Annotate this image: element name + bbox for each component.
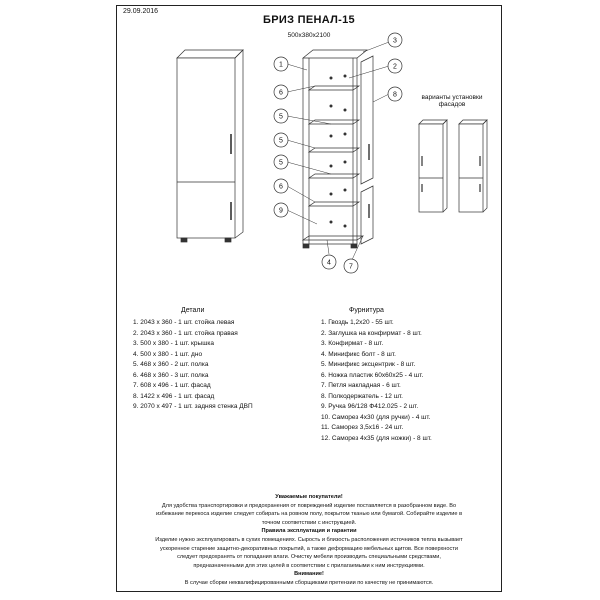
- details-heading: Детали: [181, 307, 205, 314]
- detail-item: 7. 608 х 496 - 1 шт. фасад: [133, 382, 211, 389]
- notice-heading: Уважаемые покупатели!: [275, 494, 343, 500]
- hardware-item: 1. Гвоздь 1,2х20 - 55 шт.: [321, 319, 394, 326]
- details-list: [133, 318, 253, 413]
- rules-line: следует предохранять от попадания влаги. Очистку мебели производить специальными средствами,: [177, 554, 441, 561]
- hardware-item: 5. Минификс эксцентрик - 8 шт.: [321, 361, 416, 368]
- notice-line: Для удобства транспортировки и предохранения от повреждений изделие поставляется в разобранном виде. Во: [161, 502, 457, 509]
- callout-5: 5: [279, 113, 283, 121]
- hardware-item: 12. Саморез 4х35 (для ножки) - 8 шт.: [321, 434, 432, 442]
- detail-item: 5. 468 х 360 - 2 шт. полка: [133, 361, 209, 368]
- rules-line: предназначенными для этих целей в соответствии с прилагаемыми к ним инструкциями.: [193, 562, 425, 569]
- customer-notice: [123, 493, 495, 588]
- callout-6: 6: [279, 183, 283, 191]
- callout-3: 3: [393, 37, 397, 45]
- notice-line: избежание перекоса изделие следует собирать на ровном полу, покрытом тканью или бумагой. Собирайте изделие в: [155, 511, 463, 518]
- hardware-list: [321, 318, 432, 444]
- detail-item: 9. 2070 х 497 - 1 шт. задняя стенка ДВП: [133, 403, 253, 410]
- assembled-cabinet-drawing: [177, 50, 243, 242]
- rules-line: ускоренное старение защитно-декоративных покрытий, а также деформацию мебельных щитов. Все поверхности: [160, 545, 458, 552]
- attention-heading: Внимание!: [294, 571, 324, 578]
- detail-item: 4. 500 х 380 - 1 шт. дно: [133, 350, 203, 358]
- hardware-item: 4. Минификс болт - 8 шт.: [321, 350, 396, 358]
- detail-item: 1. 2043 х 360 - 1 шт. стойка левая: [133, 319, 235, 326]
- hardware-item: 7. Петля накладная - 6 шт.: [321, 382, 401, 389]
- attention-text: В случае сборки неквалифицированными сборщиками претензии по качеству не принимаются.: [184, 579, 434, 586]
- hardware-item: 8. Полкодержатель - 12 шт.: [321, 392, 403, 400]
- detail-item: 2. 2043 х 360 - 1 шт. стойка правая: [133, 329, 238, 337]
- rules-line: Изделие нужно эксплуатировать в сухих помещениях. Сырость и близость расположения источников тепла вызывает: [155, 536, 463, 543]
- detail-item: 3. 500 х 380 - 1 шт. крышка: [133, 340, 215, 347]
- assembly-drawing: [117, 6, 503, 276]
- instruction-sheet: [116, 5, 502, 592]
- facade-variant-drawings: [419, 120, 487, 212]
- detail-item: 6. 468 х 360 - 3 шт. полка: [133, 371, 209, 379]
- callout-8: 8: [393, 91, 397, 99]
- hardware-heading: Фурнитура: [349, 307, 384, 314]
- callout-7: 7: [349, 263, 353, 271]
- hardware-item: 11. Саморез 3,5х16 - 24 шт.: [321, 424, 404, 431]
- callout-2: 2: [393, 63, 397, 71]
- callout-1: 1: [279, 61, 283, 69]
- notice-line: точном соответствии с инструкцией.: [261, 519, 357, 526]
- hardware-item: 2. Заглушка на конфирмат - 8 шт.: [321, 329, 422, 337]
- hardware-item: 6. Ножка пластик 60х60х25 - 4 шт.: [321, 371, 424, 379]
- facade-variants-label: варианты установки фасадов: [421, 94, 483, 108]
- exploded-view-drawing: [303, 50, 373, 248]
- callout-5: 5: [279, 159, 283, 167]
- callout-9: 9: [279, 207, 283, 215]
- hardware-item: 9. Ручка 96/128 Ф412.025 - 2 шт.: [321, 403, 419, 410]
- date: 29.09.2016: [123, 8, 159, 15]
- hardware-item: 3. Конфирмат - 8 шт.: [321, 340, 384, 347]
- product-dimensions: 500х380х2100: [287, 32, 331, 39]
- callout-4: 4: [327, 259, 331, 267]
- callout-5: 5: [279, 137, 283, 145]
- detail-item: 8. 1422 х 496 - 1 шт. фасад: [133, 392, 215, 400]
- callout-6: 6: [279, 89, 283, 97]
- rules-heading: Правила эксплуатация и гарантии: [261, 528, 357, 535]
- product-title: БРИЗ ПЕНАЛ-15: [263, 14, 355, 26]
- hardware-item: 10. Саморез 4х30 (для ручки) - 4 шт.: [321, 413, 431, 421]
